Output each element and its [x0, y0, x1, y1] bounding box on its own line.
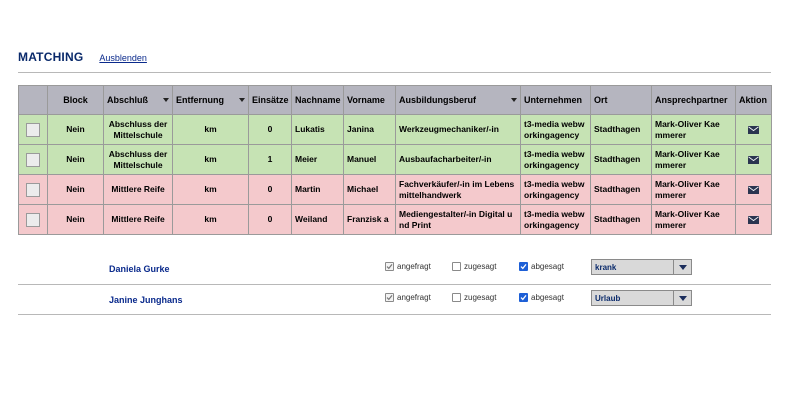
- col-unternehmen[interactable]: Unternehmen: [521, 86, 591, 115]
- abgesagt-label: abgesagt: [531, 293, 564, 302]
- cell-block: Nein: [48, 205, 104, 235]
- angefragt-label: angefragt: [397, 262, 431, 271]
- person-divider: [18, 314, 771, 315]
- cell-entfernung: km: [173, 145, 249, 175]
- cell-vorname: Manuel: [344, 145, 396, 175]
- row-select-cell[interactable]: [19, 205, 48, 235]
- table-row[interactable]: [19, 145, 772, 175]
- cell-beruf: Werkzeugmechaniker/-in: [396, 115, 521, 145]
- cell-block: Nein: [48, 175, 104, 205]
- cell-nachname: Weiland: [292, 205, 344, 235]
- cell-einsaetze: 0: [249, 115, 292, 145]
- table-header-row: [19, 86, 772, 115]
- col-ansprechpartner[interactable]: Ansprechpartner: [652, 86, 736, 115]
- cell-ort: Stadthagen: [591, 205, 652, 235]
- col-abschluss[interactable]: [104, 86, 173, 115]
- page-title: MATCHING: [18, 50, 84, 64]
- zugesagt-checkbox[interactable]: [452, 293, 496, 302]
- col-entfernung-label: Entfernung: [176, 95, 224, 105]
- checkbox-unchecked-icon[interactable]: [452, 293, 461, 302]
- cell-unternehmen: t3-media webw orkingagency: [521, 115, 591, 145]
- reason-select[interactable]: [591, 259, 692, 275]
- col-beruf[interactable]: [396, 86, 521, 115]
- reason-select-value: krank: [595, 262, 617, 272]
- row-checkbox[interactable]: [26, 213, 40, 227]
- matching-header: [18, 50, 147, 64]
- person-name[interactable]: Daniela Gurke: [109, 264, 170, 274]
- sort-caret-icon[interactable]: [239, 98, 245, 102]
- zugesagt-label: zugesagt: [464, 293, 497, 302]
- col-ort[interactable]: Ort: [591, 86, 652, 115]
- table-row[interactable]: [19, 205, 772, 235]
- abgesagt-checkbox[interactable]: [519, 262, 564, 271]
- chevron-down-icon[interactable]: [673, 260, 691, 274]
- cell-vorname: Michael: [344, 175, 396, 205]
- cell-block: Nein: [48, 145, 104, 175]
- row-checkbox[interactable]: [26, 123, 40, 137]
- checkbox-checked-icon[interactable]: [385, 262, 394, 271]
- cell-einsaetze: 0: [249, 175, 292, 205]
- cell-ort: Stadthagen: [591, 145, 652, 175]
- zugesagt-checkbox[interactable]: [452, 262, 496, 271]
- cell-einsaetze: 0: [249, 205, 292, 235]
- col-einsaetze[interactable]: Einsätze: [249, 86, 292, 115]
- cell-vorname: Franzisk a: [344, 205, 396, 235]
- cell-einsaetze: 1: [249, 145, 292, 175]
- cell-abschluss: Mittlere Reife: [104, 205, 173, 235]
- cell-beruf: Fachverkäufer/-in im Lebens mittelhandwerk: [396, 175, 521, 205]
- reason-select[interactable]: [591, 290, 692, 306]
- col-block[interactable]: Block: [48, 86, 104, 115]
- checkbox-unchecked-icon[interactable]: [452, 262, 461, 271]
- table-row[interactable]: [19, 175, 772, 205]
- cell-ansprechpartner: Mark-Oliver Kae mmerer: [652, 175, 736, 205]
- angefragt-checkbox[interactable]: [385, 262, 431, 271]
- cell-unternehmen: t3-media webw orkingagency: [521, 205, 591, 235]
- mail-icon[interactable]: [748, 156, 759, 164]
- row-select-cell[interactable]: [19, 175, 48, 205]
- cell-aktion[interactable]: [736, 205, 772, 235]
- checkbox-checked-icon[interactable]: [385, 293, 394, 302]
- cell-nachname: Martin: [292, 175, 344, 205]
- cell-abschluss: Mittlere Reife: [104, 175, 173, 205]
- checkbox-checked-icon[interactable]: [519, 262, 528, 271]
- cell-beruf: Ausbaufacharbeiter/-in: [396, 145, 521, 175]
- cell-ort: Stadthagen: [591, 175, 652, 205]
- cell-nachname: Lukatis: [292, 115, 344, 145]
- cell-beruf: Mediengestalter/-in Digital u nd Print: [396, 205, 521, 235]
- chevron-down-icon[interactable]: [673, 291, 691, 305]
- col-select: [19, 86, 48, 115]
- mail-icon[interactable]: [748, 186, 759, 194]
- col-entfernung[interactable]: [173, 86, 249, 115]
- cell-entfernung: km: [173, 115, 249, 145]
- col-aktion: Aktion: [736, 86, 772, 115]
- mail-icon[interactable]: [748, 216, 759, 224]
- cell-abschluss: Abschluss der Mittelschule: [104, 115, 173, 145]
- matching-table: [18, 85, 772, 235]
- cell-aktion[interactable]: [736, 145, 772, 175]
- row-checkbox[interactable]: [26, 153, 40, 167]
- reason-select-value: Urlaub: [595, 293, 621, 303]
- hide-link[interactable]: Ausblenden: [99, 53, 147, 63]
- angefragt-checkbox[interactable]: [385, 293, 431, 302]
- cell-ansprechpartner: Mark-Oliver Kae mmerer: [652, 205, 736, 235]
- cell-ansprechpartner: Mark-Oliver Kae mmerer: [652, 115, 736, 145]
- cell-entfernung: km: [173, 205, 249, 235]
- col-abschluss-label: Abschluß: [107, 95, 149, 105]
- sort-caret-icon[interactable]: [163, 98, 169, 102]
- mail-icon[interactable]: [748, 126, 759, 134]
- person-row: [0, 254, 785, 284]
- angefragt-label: angefragt: [397, 293, 431, 302]
- person-row: [0, 285, 785, 315]
- checkbox-checked-icon[interactable]: [519, 293, 528, 302]
- cell-aktion[interactable]: [736, 175, 772, 205]
- row-select-cell[interactable]: [19, 115, 48, 145]
- cell-unternehmen: t3-media webw orkingagency: [521, 175, 591, 205]
- person-name[interactable]: Janine Junghans: [109, 295, 183, 305]
- cell-ansprechpartner: Mark-Oliver Kae mmerer: [652, 145, 736, 175]
- table-row[interactable]: [19, 115, 772, 145]
- header-divider: [18, 72, 771, 73]
- zugesagt-label: zugesagt: [464, 262, 497, 271]
- row-checkbox[interactable]: [26, 183, 40, 197]
- col-vorname[interactable]: Vorname: [344, 86, 396, 115]
- sort-caret-icon[interactable]: [511, 98, 517, 102]
- cell-vorname: Janina: [344, 115, 396, 145]
- cell-entfernung: km: [173, 175, 249, 205]
- col-beruf-label: Ausbildungsberuf: [399, 95, 476, 105]
- cell-nachname: Meier: [292, 145, 344, 175]
- col-nachname[interactable]: Nachname: [292, 86, 344, 115]
- row-select-cell[interactable]: [19, 145, 48, 175]
- cell-unternehmen: t3-media webw orkingagency: [521, 145, 591, 175]
- cell-aktion[interactable]: [736, 115, 772, 145]
- cell-ort: Stadthagen: [591, 115, 652, 145]
- cell-block: Nein: [48, 115, 104, 145]
- cell-abschluss: Abschluss der Mittelschule: [104, 145, 173, 175]
- abgesagt-checkbox[interactable]: [519, 293, 564, 302]
- abgesagt-label: abgesagt: [531, 262, 564, 271]
